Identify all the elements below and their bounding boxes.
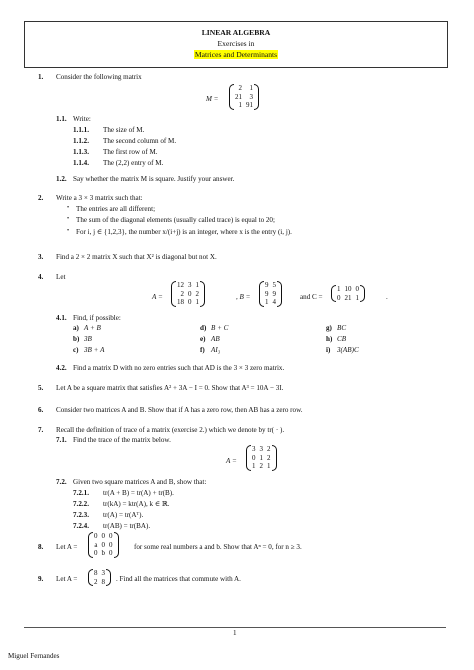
footer-rule [24, 627, 446, 628]
q1-text: Consider the following matrix [56, 73, 142, 81]
q2-item-2: The sum of the diagonal elements (usually called trace) is equal to 20; [76, 216, 275, 224]
right-parenthesis [114, 532, 119, 558]
matrix-entry: 1 [267, 462, 271, 470]
topic-highlight: Matrices and Determinants [194, 50, 278, 59]
matrix-entry: 4 [272, 298, 276, 306]
q7-2-text: Given two square matrices A and B, show that: [73, 478, 207, 486]
right-parenthesis [272, 445, 277, 471]
matrix-entry: 18 [177, 298, 184, 306]
matrix-entry: 21 [344, 293, 352, 302]
matrix-entry: 1 [355, 293, 359, 302]
q4-2-number: 4.2. [56, 364, 67, 372]
matrix-B [263, 281, 278, 307]
matrix-entry: 9 [265, 289, 269, 298]
matrix-entry: 1 [195, 298, 199, 306]
matrix-entry: a [94, 540, 98, 549]
left-parenthesis [331, 285, 336, 302]
q2-item-1: The entries are all different; [76, 205, 156, 213]
matrix-C [335, 285, 361, 302]
right-parenthesis [360, 285, 365, 302]
matrix-table [263, 281, 278, 307]
q3-number: 3. [38, 253, 44, 261]
part-expression: 3B + A [84, 346, 105, 354]
q4-C-end: . [386, 293, 388, 301]
part-label: b) [73, 335, 80, 343]
matrix-entry: 9 [272, 289, 276, 298]
q1-2-number: 1.2. [56, 175, 67, 183]
q7-A-label: A = [226, 457, 237, 465]
matrix-entry: 0 [101, 540, 105, 549]
q4-1-text: Find, if possible: [73, 314, 121, 322]
matrix-entry: 1 [337, 285, 341, 293]
q2-bullet-2: • [67, 216, 70, 222]
q1-2-text: Say whether the matrix M is square. Justify your answer. [73, 175, 235, 183]
q7-2-number: 7.2. [56, 478, 67, 486]
item-text: tr(kA) = ktr(A), k ∈ ℝ. [103, 500, 170, 508]
matrix-entry: 2 [267, 445, 271, 453]
matrix-entry: 91 [246, 101, 253, 109]
matrix-table [335, 285, 361, 302]
matrix-entry: 3 [101, 569, 105, 577]
q9-pre: Let A = [56, 575, 78, 583]
q7-1-text: Find the trace of the matrix below. [73, 436, 171, 444]
q1-matrix-label: M = [206, 95, 219, 103]
matrix-entry: 2 [267, 453, 271, 462]
matrix-table [92, 569, 107, 586]
part-expression: B + C [211, 324, 229, 332]
matrix-entry: 1 [259, 453, 263, 462]
item-number: 1.1.3. [73, 148, 89, 156]
matrix-entry: 0 [109, 532, 113, 540]
q5-text: Let A be a square matrix that satisfies A² + 3A − I = 0. Show that A³ = 10A − 3I. [56, 384, 284, 392]
left-parenthesis [171, 281, 176, 307]
q5-number: 5. [38, 384, 44, 392]
q1-1-text: Write: [73, 115, 91, 123]
q4-number: 4. [38, 273, 44, 281]
matrix-entry: 8 [94, 569, 98, 577]
item-text: tr(AB) = tr(BA). [103, 522, 151, 530]
part-label: a) [73, 324, 79, 332]
matrix-entry: 2 [259, 462, 263, 470]
q2-bullet-1: • [67, 205, 70, 211]
q8-pre: Let A = [56, 543, 78, 551]
part-label: h) [326, 335, 333, 343]
item-text: The first row of M. [103, 148, 158, 156]
part-label: g) [326, 324, 332, 332]
q1-1-number: 1.1. [56, 115, 67, 123]
document-subtitle: Exercises in [217, 39, 255, 48]
q8-number: 8. [38, 543, 44, 551]
q4-B-label: , B = [236, 293, 251, 301]
item-number: 7.2.2. [73, 500, 89, 508]
matrix-entry: 2 [195, 289, 199, 298]
matrix-entry: 3 [188, 281, 192, 289]
matrix-entry: 1 [249, 84, 253, 92]
left-parenthesis [229, 84, 234, 110]
matrix-entry: 1 [195, 281, 199, 289]
document-topic [25, 50, 447, 59]
matrix-entry: 0 [101, 532, 105, 540]
item-number: 1.1.2. [73, 137, 89, 145]
item-text: The size of M. [103, 126, 145, 134]
matrix-entry: 21 [235, 92, 242, 101]
matrix-entry: 2 [94, 577, 98, 586]
matrix-A-trace [250, 445, 273, 471]
matrix-entry: 3 [249, 92, 253, 101]
part-expression: BC [337, 324, 347, 332]
matrix-entry: 0 [94, 532, 98, 540]
matrix-entry: 0 [355, 285, 359, 293]
q1-number: 1. [38, 73, 44, 81]
q2-bullet-3: • [67, 228, 70, 234]
left-parenthesis [246, 445, 251, 471]
matrix-table [250, 445, 273, 471]
q4-C-label: and C = [300, 293, 323, 301]
part-expression: 3(AB)C [337, 346, 359, 354]
part-expression: AB [211, 335, 220, 343]
matrix-entry: 3 [259, 445, 263, 453]
item-number: 1.1.4. [73, 159, 89, 167]
matrix-entry: 2 [238, 84, 242, 92]
q4-text: Let [56, 273, 66, 281]
matrix-entry: 0 [252, 453, 256, 462]
q4-2-text: Find a matrix D with no zero entries such that AD is the 3 × 3 zero matrix. [73, 364, 285, 372]
matrix-table [233, 84, 255, 110]
matrix-entry: 1 [252, 462, 256, 470]
matrix-entry: 2 [180, 289, 184, 298]
q2-item-3: For i, j ∈ {1,2,3}, the number x/(i+j) is an integer, where x is the entry (i, j). [76, 228, 292, 236]
matrix-entry: 8 [101, 577, 105, 586]
matrix-entry: 0 [109, 549, 113, 557]
part-expression: CB [337, 335, 347, 343]
part-label: i) [326, 346, 331, 354]
matrix-entry: 0 [94, 549, 98, 557]
matrix-entry: 9 [265, 281, 269, 289]
matrix-entry: 0 [109, 540, 113, 549]
q2-number: 2. [38, 194, 44, 202]
left-parenthesis [88, 569, 93, 586]
right-parenthesis [200, 281, 205, 307]
footer-author: Miguel Fernandes [8, 652, 60, 660]
item-text: tr(A) = tr(Aᵀ). [103, 511, 144, 519]
q7-text: Recall the definition of trace of a matrix (exercise 2.) which we denote by tr( · ). [56, 426, 285, 434]
part-label: d) [200, 324, 207, 332]
matrix-entry: 0 [337, 293, 341, 302]
header-box [24, 21, 448, 68]
matrix-entry: 1 [238, 101, 242, 109]
matrix-A [175, 281, 201, 307]
q7-1-number: 7.1. [56, 436, 67, 444]
part-expression: A + B [84, 324, 101, 332]
matrix-entry: 0 [188, 298, 192, 306]
left-parenthesis [259, 281, 264, 307]
q8-post: for some real numbers a and b. Show that Aⁿ = 0, for n ≥ 3. [134, 543, 302, 551]
matrix-entry: b [101, 549, 105, 557]
matrix-entry: 12 [177, 281, 184, 289]
matrix-A-commute [92, 569, 107, 586]
q9-post: . Find all the matrices that commute with A. [116, 575, 241, 583]
part-expression: 3B [84, 335, 92, 343]
matrix-table [175, 281, 201, 307]
matrix-entry: 1 [265, 298, 269, 306]
q6-text: Consider two matrices A and B. Show that if A has a zero row, then AB has a zero row. [56, 406, 303, 414]
right-parenthesis [277, 281, 282, 307]
item-text: The second column of M. [103, 137, 177, 145]
matrix-entry: 10 [344, 285, 352, 293]
matrix-M [233, 84, 255, 110]
document-title: LINEAR ALGEBRA [201, 28, 271, 37]
right-parenthesis [106, 569, 111, 586]
part-label: c) [73, 346, 79, 354]
q4-1-number: 4.1. [56, 314, 67, 322]
item-number: 1.1.1. [73, 126, 89, 134]
q9-number: 9. [38, 575, 44, 583]
part-expression: AI₃ [211, 346, 221, 354]
part-label: e) [200, 335, 206, 343]
matrix-A-nilpotent [92, 532, 115, 558]
item-text: The (2,2) entry of M. [103, 159, 164, 167]
q7-number: 7. [38, 426, 44, 434]
item-number: 7.2.1. [73, 489, 89, 497]
matrix-table [92, 532, 115, 558]
item-text: tr(A + B) = tr(A) + tr(B). [103, 489, 174, 497]
matrix-entry: 5 [272, 281, 276, 289]
q6-number: 6. [38, 406, 44, 414]
part-label: f) [200, 346, 205, 354]
q3-text: Find a 2 × 2 matrix X such that X² is diagonal but not X. [56, 253, 217, 261]
item-number: 7.2.4. [73, 522, 89, 530]
page-number: 1 [233, 629, 237, 637]
item-number: 7.2.3. [73, 511, 89, 519]
matrix-entry: 3 [252, 445, 256, 453]
q4-A-label: A = [152, 293, 163, 301]
right-parenthesis [254, 84, 259, 110]
q2-text: Write a 3 × 3 matrix such that: [56, 194, 143, 202]
matrix-entry: 0 [188, 289, 192, 298]
left-parenthesis [88, 532, 93, 558]
